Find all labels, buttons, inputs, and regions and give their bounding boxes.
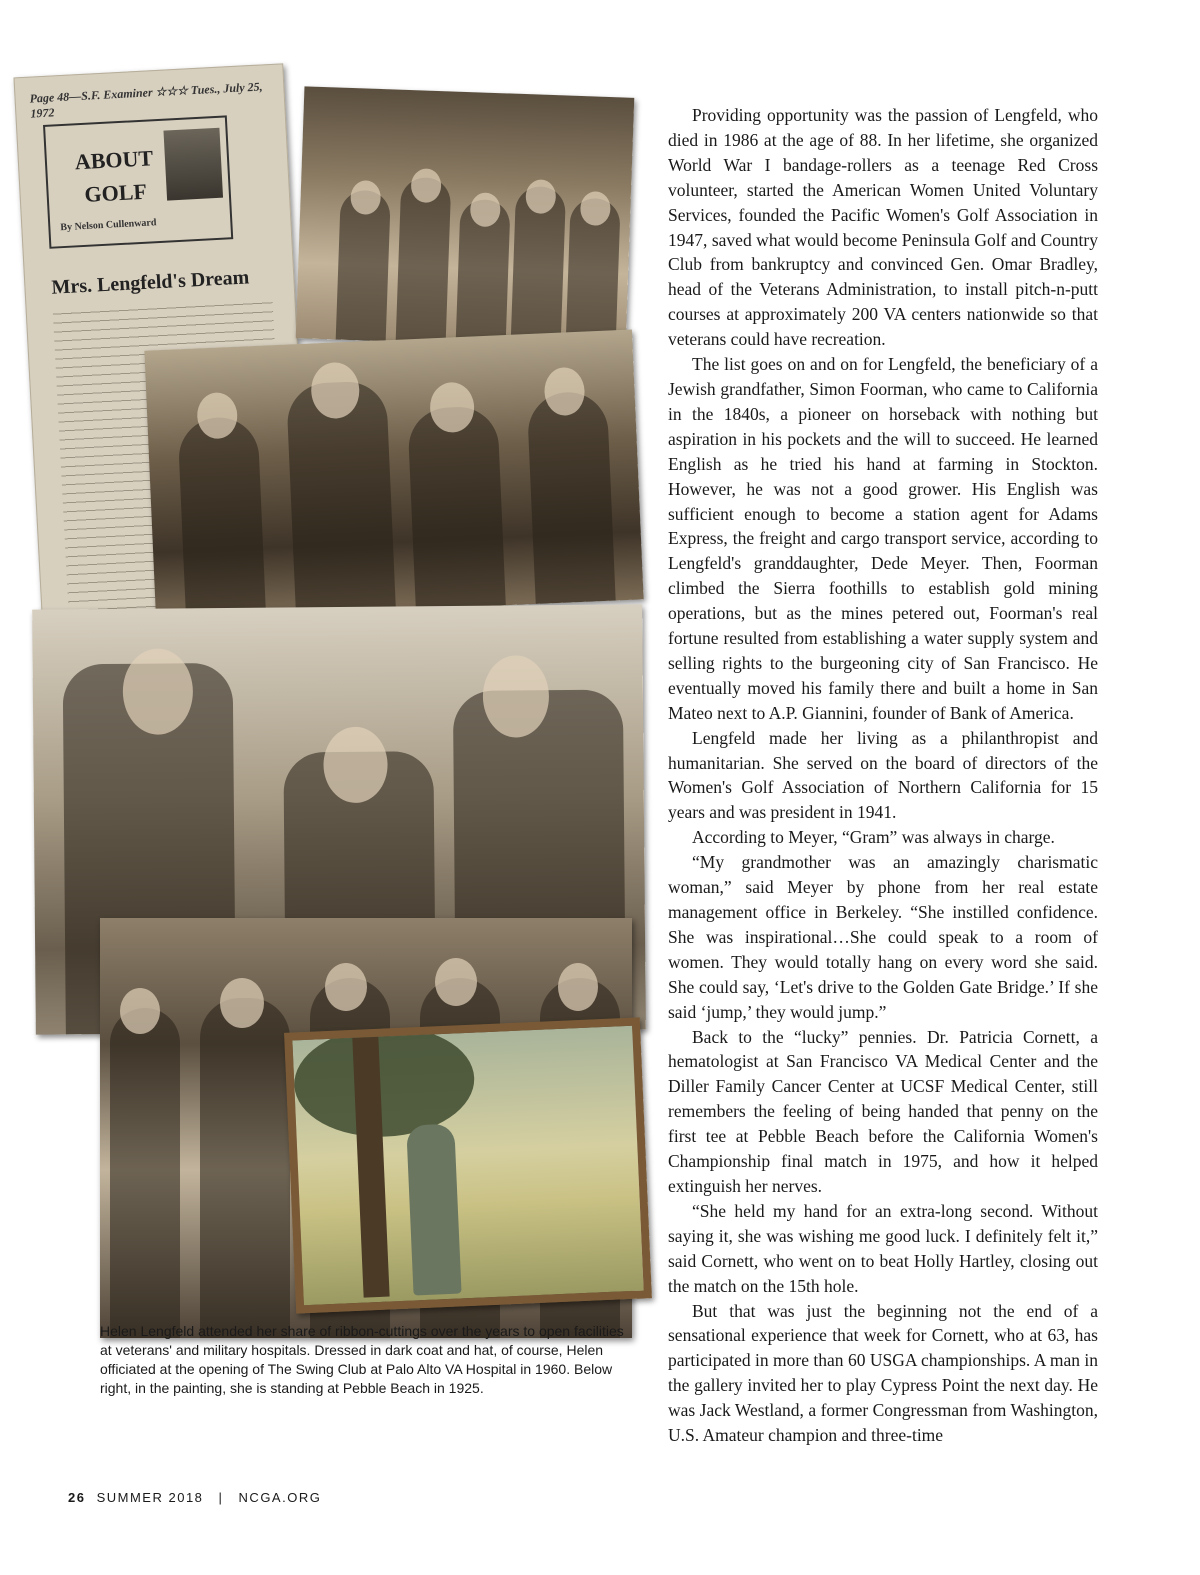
- article-paragraph: “She held my hand for an extra-long second. Without saying it, she was wishing me good luck. I definitely felt it,” said Cornett, who went on to beat Holly Hartley, closing out the match on the 15th hole.: [668, 1200, 1098, 1296]
- clipping-byline: By Nelson Cullenward: [60, 217, 157, 234]
- article-paragraph: Lengfeld made her living as a philanthropist and humanitarian. She served on the board of directors of the Women's Golf Association of Northern California for 15 years and was president in 1941.: [668, 727, 1098, 823]
- clipping-headline: Mrs. Lengfeld's Dream: [50, 266, 250, 299]
- article-paragraph: But that was just the beginning not the end of a sensational experience that week for Cornett, who at 63, has participated in more than 60 USGA championships. A man in the gallery invited her to play Cypress Point the next day. He was Jack Westland, a former Congressman from Washington, U.S. Amateur champion and three-time: [668, 1300, 1098, 1446]
- footer-separator: |: [218, 1490, 224, 1505]
- article-paragraph: Back to the “lucky” pennies. Dr. Patricia Cornett, a hematologist at San Francisco VA Medical Center and the Diller Family Cancer Center at UCSF Medical Center, still remembers the feeling of being handed that penny on the first tee at Pebble Beach before the California Women's Championship final match in 1975, and how it helped extinguish her nerves.: [668, 1026, 1098, 1196]
- photo-collage: [0, 0, 650, 1420]
- article-paragraph: “My grandmother was an amazingly charismatic woman,” said Meyer by phone from her real estate management office in Berkeley. “She instilled confidence. She was inspirational…She could speak to a room of women. They would totally hang on every word she said. She could say, ‘Let's drive to the Golden Gate Bridge.’ If she said ‘jump,’ they would jump.”: [668, 852, 1098, 1022]
- photo-caption: Helen Lengfeld attended her share of ribbon-cuttings over the years to open facilities at veterans' and military hospitals. Dressed in dark coat and hat, of course, Helen officiated at the opening of The Swing Club at Palo Alto VA Hospital in 1960. Below right, in the painting, she is standing at Pebble Beach in 1925.: [100, 1323, 624, 1396]
- article-paragraph: According to Meyer, “Gram” was always in charge.: [692, 827, 1055, 848]
- page-footer: [68, 1490, 321, 1505]
- issue-label: SUMMER 2018: [96, 1490, 204, 1505]
- column-title-box: [43, 115, 233, 248]
- page-number: 26: [68, 1490, 86, 1505]
- article-body: [668, 103, 1098, 1448]
- column-title: ABOUT GOLF: [74, 145, 154, 207]
- painting-pebble-beach-1925: [284, 1017, 652, 1313]
- photo-ribbon-cutting: [144, 329, 643, 620]
- article-paragraph: Providing opportunity was the passion of Lengfeld, who died in 1986 at the age of 88. In her lifetime, she organized World War I bandage-rollers as a teenage Red Cross volunteer, started the American Women United Voluntary Services, founded the Pacific Women's Golf Association in 1947, saved what would become Peninsula Golf and Country Club from bankruptcy and convinced Gen. Omar Bradley, head of the Veterans Administration, to install pitch-n-putt courses at approximately 200 VA centers nationwide so that veterans could have recreation.: [668, 105, 1098, 350]
- columnist-photo: [163, 128, 223, 201]
- clipping-header: Page 48—S.F. Examiner ☆☆☆ Tues., July 25, 1972: [29, 79, 263, 121]
- article-paragraph: The list goes on and on for Lengfeld, the beneficiary of a Jewish grandfather, Simon Foorman, who came to California in the 1840s, a pioneer on horseback with nothing but aspiration in his pockets and the will to succeed. He learned English as he tried his hand at farming in Stockton. However, he was not a good grower. His English was sufficient enough to become a station agent for Adams Express, the freight and cargo transport service, according to Lengfeld's granddaughter, Dede Meyer. Then, Foorman climbed the Sierra foothills to establish gold mining operations, but as the mines petered out, Foorman's real fortune resulted from establishing a water supply system and selling rights to the burgeoning city of San Francisco. He eventually moved his family there and built a home in San Mateo next to A.P. Giannini, founder of Bank of America.: [668, 354, 1098, 723]
- site-link[interactable]: NCGA.ORG: [238, 1490, 322, 1505]
- photo-women-golfers: [296, 86, 635, 349]
